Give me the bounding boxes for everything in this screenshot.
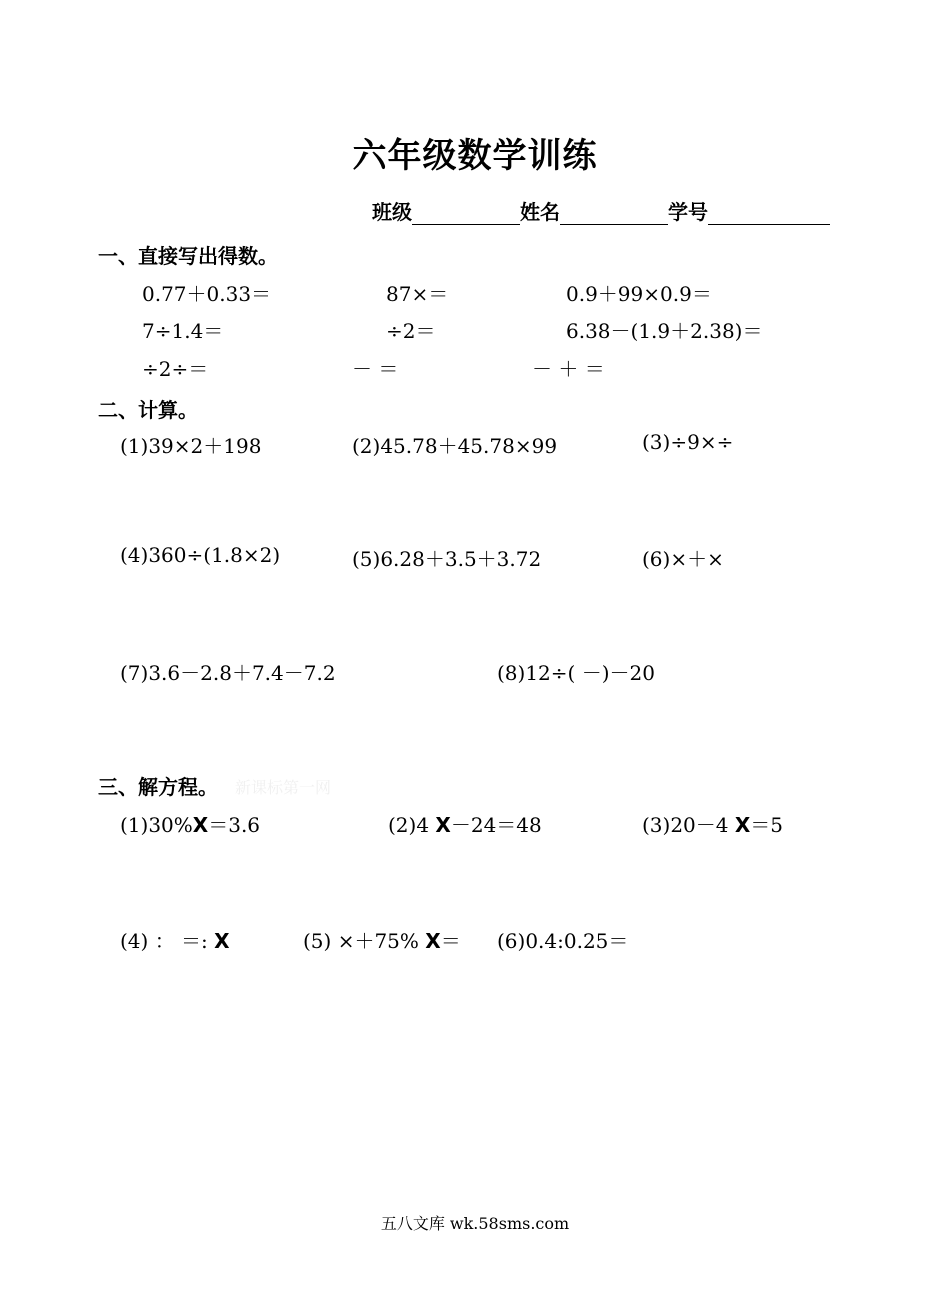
oral-item: － ＝ [352,357,399,381]
oral-item: － ＋ ＝ [532,357,605,381]
equation-item: (4) ： ＝: X [120,929,230,953]
name-label: 姓名 [520,200,560,224]
calc-item: (5)6.28＋3.5＋3.72 [352,547,542,571]
calc-item: (4)360÷(1.8×2) [120,543,281,567]
oral-item: ÷2＝ [386,319,436,343]
oral-item: 0.9＋99×0.9＝ [566,282,712,306]
oral-item: 0.77＋0.33＝ [142,282,272,306]
class-label: 班级 [372,200,412,224]
calc-item: (7)3.6－2.8＋7.4－7.2 [120,661,336,685]
equation-item: (2)4 X－24＝48 [388,813,542,837]
page-title: 六年级数学训练 [352,136,598,176]
variable-x: X [192,813,209,837]
variable-x: X [425,929,441,953]
footer-text: 五八文库 wk.58sms.com [380,1214,570,1233]
oral-item: ÷2÷＝ [142,357,209,381]
section1-heading: 一、直接写出得数。 [98,244,278,268]
number-label: 学号 [668,200,708,224]
oral-item: 87×＝ [386,282,449,306]
oral-item: 6.38－(1.9＋2.38)＝ [566,319,763,343]
calc-item: (2)45.78＋45.78×99 [352,434,558,458]
variable-x: X [214,929,230,953]
class-blank [412,202,520,225]
name-blank [560,202,668,225]
variable-x: X [734,813,751,837]
section3-heading: 三、解方程。 [98,775,218,799]
watermark-text: 新课标第一网 [235,778,332,797]
equation-item: (1)30%X＝3.6 [120,813,261,837]
calc-item: (6)×＋× [642,547,724,571]
section2-heading: 二、计算。 [98,398,198,422]
calc-item: (3)÷9×÷ [642,430,734,454]
oral-item: 7÷1.4＝ [142,319,224,343]
equation-item: (6)0.4:0.25＝ [497,929,629,953]
equation-item: (5) ×＋75% X＝ [303,929,461,953]
student-info-line [372,196,830,225]
calc-item: (1)39×2＋198 [120,434,262,458]
number-blank [708,202,830,225]
equation-item: (3)20－4 X＝5 [642,813,784,837]
variable-x: X [435,813,451,837]
calc-item: (8)12÷( －)－20 [497,661,655,685]
